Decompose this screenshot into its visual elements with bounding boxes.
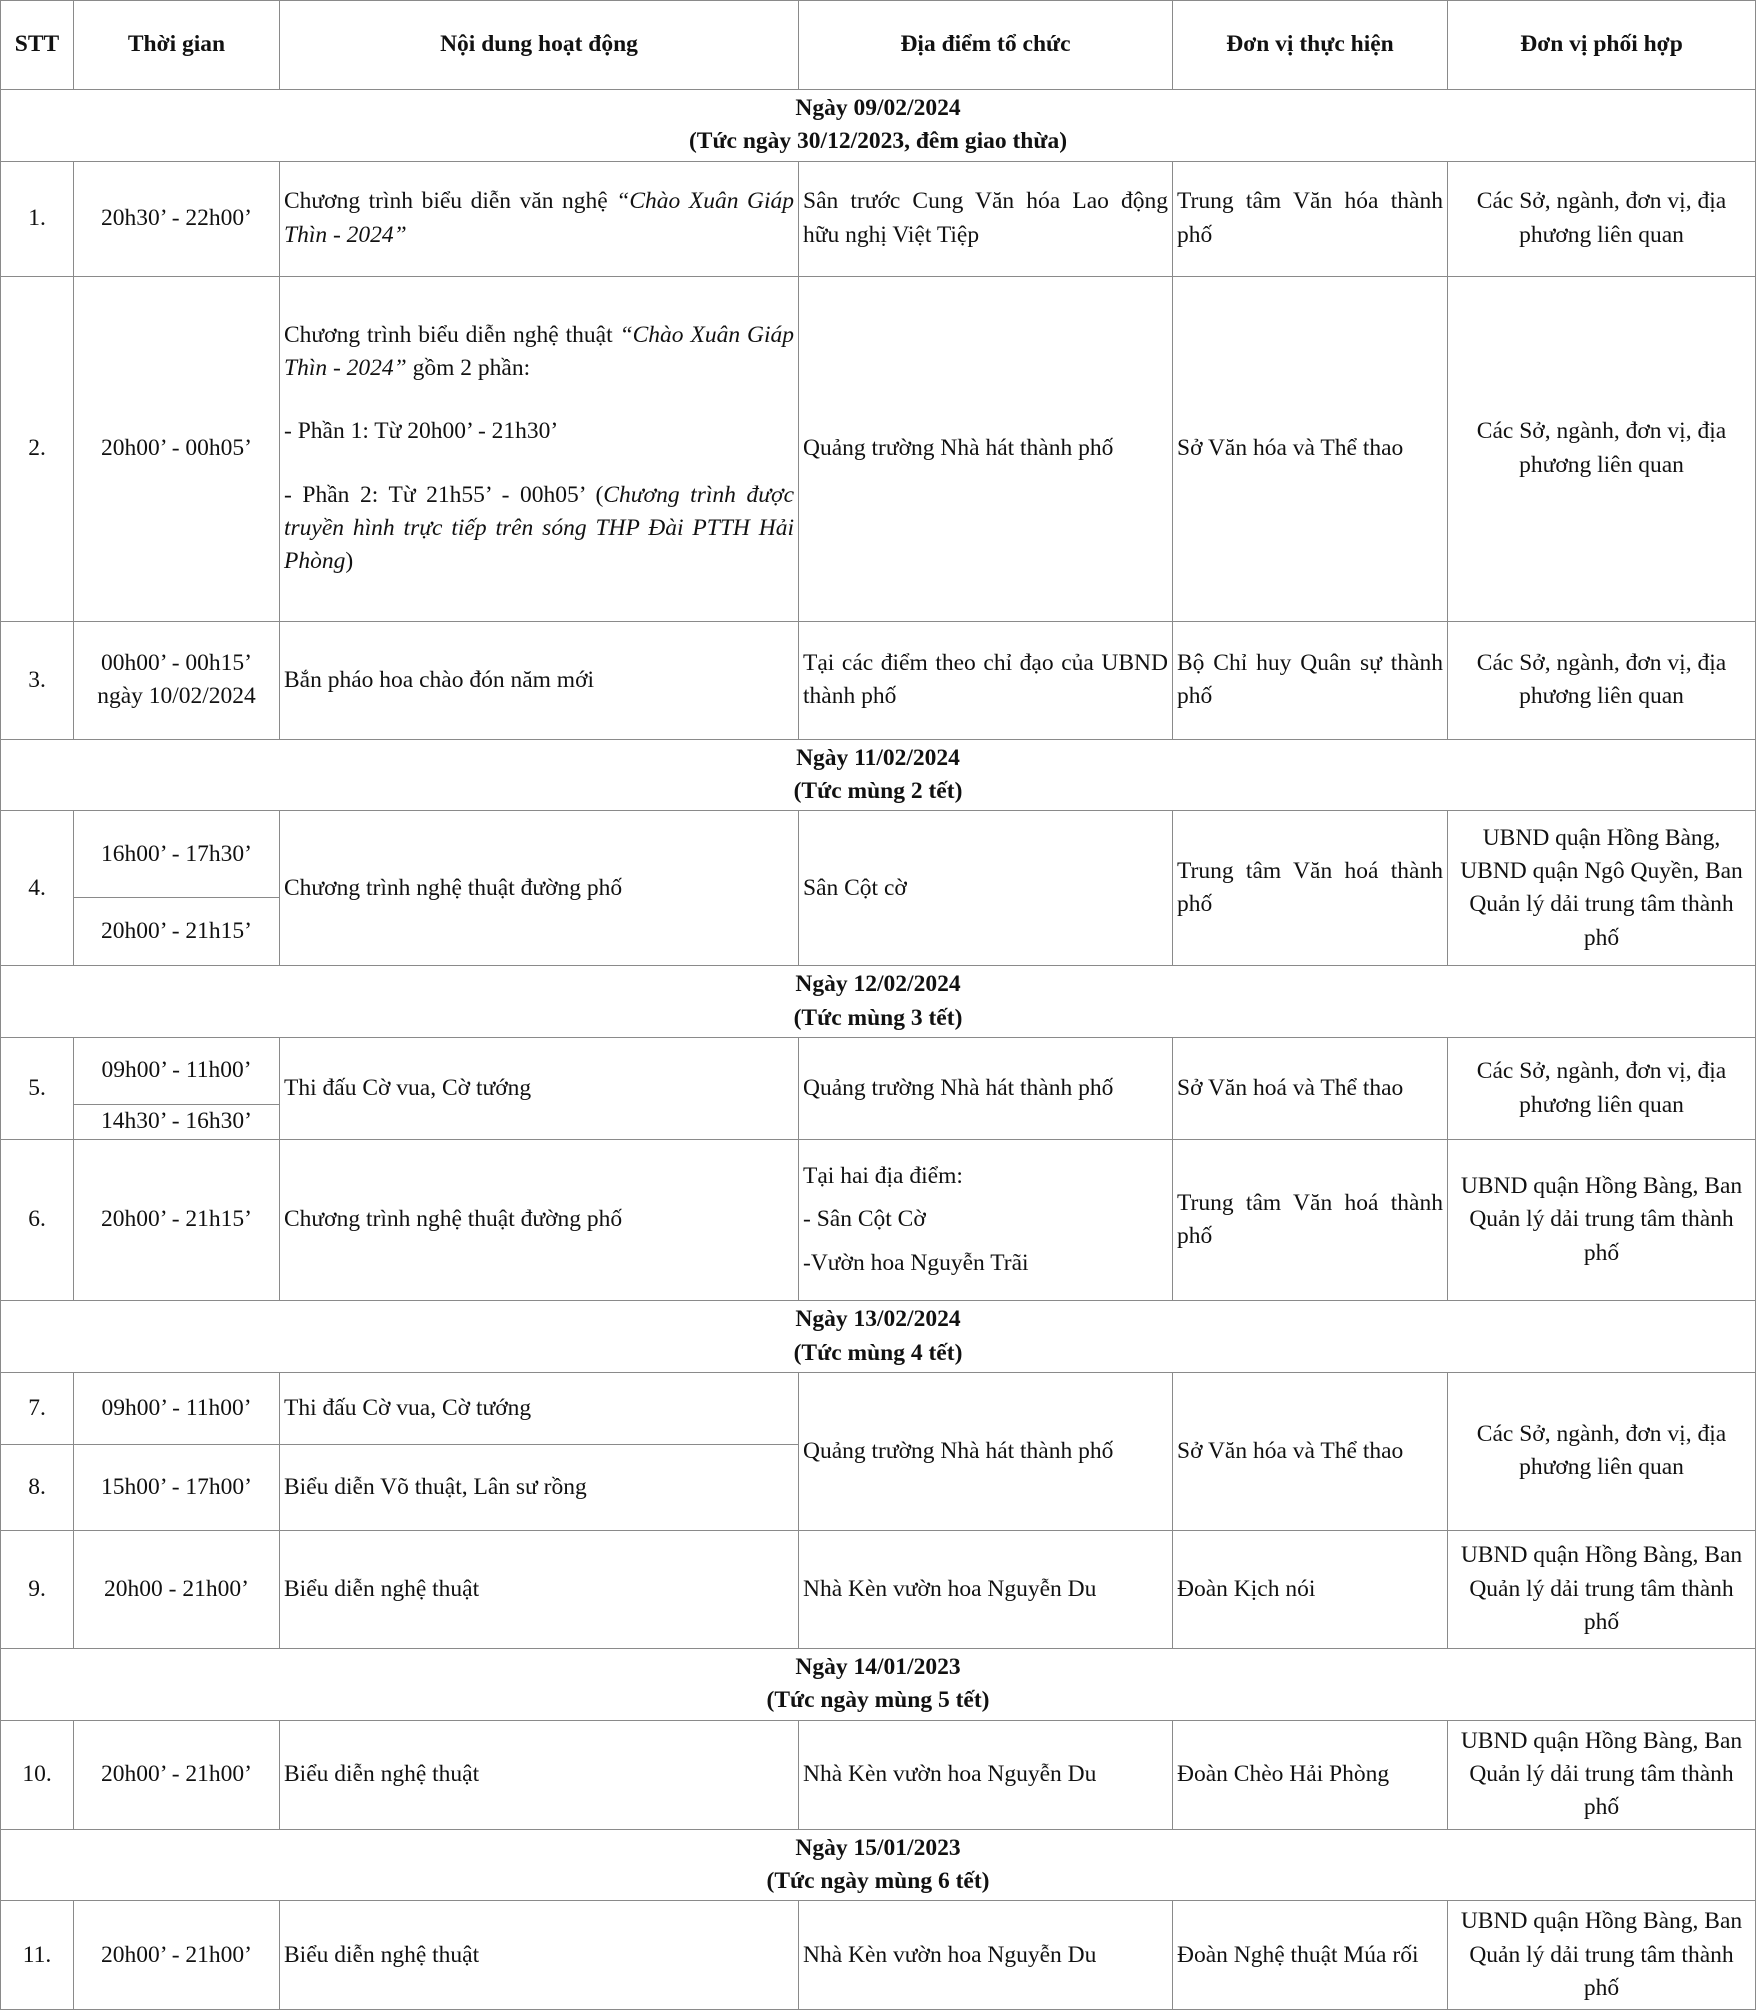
header-time: Thời gian [74, 1, 280, 90]
header-stt: STT [1, 1, 74, 90]
row-stt: 11. [1, 1901, 74, 2010]
row-coord: UBND quận Hồng Bàng, Ban Quản lý dải trung tâm thành phố [1448, 1720, 1756, 1829]
day-note: (Tức ngày 30/12/2023, đêm giao thừa) [688, 128, 1068, 155]
time-range: 00h00’ - 00h15’ [101, 649, 252, 676]
day-note: (Tức mùng 2 tết) [793, 778, 963, 805]
content-text: Chương trình biểu diễn nghệ thuật [284, 321, 620, 348]
day-header-cell [1, 1648, 1756, 1720]
day-note: (Tức mùng 4 tết) [793, 1339, 963, 1366]
row-venue: Quảng trường Nhà hát thành phố [799, 1372, 1173, 1530]
day-note: (Tức ngày mùng 6 tết) [766, 1868, 990, 1895]
venue-line: -Vườn hoa Nguyễn Trãi [803, 1249, 1029, 1276]
header-venue: Địa điểm tổ chức [799, 1, 1173, 90]
time-date: ngày 10/02/2024 [97, 683, 256, 710]
day-header-cell [1, 1829, 1756, 1901]
table-row [1, 276, 1756, 621]
content-part-2 [284, 479, 794, 579]
row-unit: Trung tâm Văn hoá thành phố [1173, 1140, 1448, 1301]
row-time: 20h00’ - 21h15’ [74, 1140, 280, 1301]
row-time: 20h00’ - 21h15’ [74, 898, 280, 966]
day-header-row [1, 739, 1756, 811]
day-header-cell [1, 90, 1756, 162]
table-row [1, 1530, 1756, 1648]
row-stt: 8. [1, 1444, 74, 1530]
row-coord: Các Sở, ngành, đơn vị, địa phương liên quan [1448, 161, 1756, 276]
day-date: Ngày 14/01/2023 [795, 1653, 961, 1680]
row-time: 20h00 - 21h00’ [74, 1530, 280, 1648]
row-time: 20h30’ - 22h00’ [74, 161, 280, 276]
table-row [1, 1038, 1756, 1105]
content-text: ) [345, 548, 354, 575]
table-row [1, 621, 1756, 739]
venue-line: - Sân Cột Cờ [803, 1206, 926, 1233]
day-header-cell [1, 966, 1756, 1038]
row-content: Chương trình nghệ thuật đường phố [280, 1140, 799, 1301]
row-stt: 4. [1, 811, 74, 966]
row-stt: 5. [1, 1038, 74, 1140]
row-unit: Trung tâm Văn hoá thành phố [1173, 811, 1448, 966]
row-content: Biểu diễn nghệ thuật [280, 1720, 799, 1829]
day-date: Ngày 11/02/2024 [796, 744, 960, 771]
day-header-row [1, 1648, 1756, 1720]
row-content [280, 276, 799, 621]
table-row [1, 811, 1756, 898]
day-note: (Tức mùng 3 tết) [793, 1004, 963, 1031]
row-time: 14h30’ - 16h30’ [74, 1105, 280, 1140]
row-content [280, 161, 799, 276]
row-time: 09h00’ - 11h00’ [74, 1372, 280, 1444]
row-venue: Quảng trường Nhà hát thành phố [799, 276, 1173, 621]
row-coord: Các Sở, ngành, đơn vị, địa phương liên quan [1448, 276, 1756, 621]
row-coord: UBND quận Hồng Bàng, Ban Quản lý dải trung tâm thành phố [1448, 1530, 1756, 1648]
header-row [1, 1, 1756, 90]
day-header-row [1, 1829, 1756, 1901]
row-unit: Trung tâm Văn hóa thành phố [1173, 161, 1448, 276]
row-stt: 3. [1, 621, 74, 739]
row-coord: UBND quận Hồng Bàng, UBND quận Ngô Quyền, Ban Quản lý dải trung tâm thành phố [1448, 811, 1756, 966]
content-text: Chương trình biểu diễn văn nghệ [284, 188, 617, 215]
content-title: “Chào Xuân Giáp Thìn - 2024” [284, 321, 794, 381]
row-time: 09h00’ - 11h00’ [74, 1038, 280, 1105]
row-coord: UBND quận Hồng Bàng, Ban Quản lý dải trung tâm thành phố [1448, 1901, 1756, 2010]
row-stt: 7. [1, 1372, 74, 1444]
row-content: Chương trình nghệ thuật đường phố [280, 811, 799, 966]
row-time: 16h00’ - 17h30’ [74, 811, 280, 898]
row-unit: Đoàn Chèo Hải Phòng [1173, 1720, 1448, 1829]
row-venue: Tại các điểm theo chỉ đạo của UBND thành phố [799, 621, 1173, 739]
row-unit: Sở Văn hóa và Thể thao [1173, 276, 1448, 621]
day-header-row [1, 1301, 1756, 1373]
row-stt: 10. [1, 1720, 74, 1829]
row-stt: 1. [1, 161, 74, 276]
row-time: 15h00’ - 17h00’ [74, 1444, 280, 1530]
row-unit: Đoàn Nghệ thuật Múa rối [1173, 1901, 1448, 2010]
row-unit: Sở Văn hóa và Thể thao [1173, 1372, 1448, 1530]
table-row [1, 161, 1756, 276]
row-stt: 9. [1, 1530, 74, 1648]
day-date: Ngày 15/01/2023 [795, 1834, 961, 1861]
row-content: Biểu diễn nghệ thuật [280, 1901, 799, 2010]
row-content: Thi đấu Cờ vua, Cờ tướng [280, 1372, 799, 1444]
header-unit: Đơn vị thực hiện [1173, 1, 1448, 90]
row-content: Bắn pháo hoa chào đón năm mới [280, 621, 799, 739]
day-date: Ngày 12/02/2024 [795, 971, 961, 998]
row-venue: Nhà Kèn vườn hoa Nguyễn Du [799, 1901, 1173, 2010]
row-coord: UBND quận Hồng Bàng, Ban Quản lý dải trung tâm thành phố [1448, 1140, 1756, 1301]
content-note: Chương trình được truyền hình trực tiếp trên sóng THP Đài PTTH Hải Phòng [284, 481, 795, 575]
table-row [1, 1901, 1756, 2010]
day-date: Ngày 13/02/2024 [795, 1306, 961, 1333]
content-text: gồm 2 phần: [406, 355, 531, 381]
row-content: Thi đấu Cờ vua, Cờ tướng [280, 1038, 799, 1140]
row-venue: Sân trước Cung Văn hóa Lao động hữu nghị Việt Tiệp [799, 161, 1173, 276]
header-coord: Đơn vị phối hợp [1448, 1, 1756, 90]
venue-line: Tại hai địa điểm: [803, 1163, 963, 1190]
row-time [74, 621, 280, 739]
day-note: (Tức ngày mùng 5 tết) [766, 1687, 990, 1714]
day-header-cell [1, 739, 1756, 811]
row-time: 20h00’ - 00h05’ [74, 276, 280, 621]
day-header-row [1, 90, 1756, 162]
row-coord: Các Sở, ngành, đơn vị, địa phương liên quan [1448, 621, 1756, 739]
table-row [1, 1140, 1756, 1301]
row-content: Biểu diễn nghệ thuật [280, 1530, 799, 1648]
day-header-cell [1, 1301, 1756, 1373]
header-content: Nội dung hoạt động [280, 1, 799, 90]
content-text: - Phần 2: Từ 21h55’ - 00h05’ ( [284, 481, 604, 508]
content-title: “Chào Xuân Giáp Thìn - 2024” [284, 188, 794, 248]
day-date: Ngày 09/02/2024 [795, 95, 961, 121]
row-venue: Nhà Kèn vườn hoa Nguyễn Du [799, 1530, 1173, 1648]
table-row [1, 1372, 1756, 1444]
row-unit: Sở Văn hoá và Thể thao [1173, 1038, 1448, 1140]
content-intro [284, 319, 794, 386]
row-stt: 2. [1, 276, 74, 621]
table-row [1, 1720, 1756, 1829]
row-venue: Nhà Kèn vườn hoa Nguyễn Du [799, 1720, 1173, 1829]
content-part-1: - Phần 1: Từ 20h00’ - 21h30’ [284, 418, 559, 445]
day-header-row [1, 966, 1756, 1038]
row-venue [799, 1140, 1173, 1301]
row-coord: Các Sở, ngành, đơn vị, địa phương liên quan [1448, 1372, 1756, 1530]
row-unit: Bộ Chỉ huy Quân sự thành phố [1173, 621, 1448, 739]
row-unit: Đoàn Kịch nói [1173, 1530, 1448, 1648]
row-content: Biểu diễn Võ thuật, Lân sư rồng [280, 1444, 799, 1530]
row-stt: 6. [1, 1140, 74, 1301]
row-coord: Các Sở, ngành, đơn vị, địa phương liên quan [1448, 1038, 1756, 1140]
row-venue: Sân Cột cờ [799, 811, 1173, 966]
row-time: 20h00’ - 21h00’ [74, 1720, 280, 1829]
row-time: 20h00’ - 21h00’ [74, 1901, 280, 2010]
row-venue: Quảng trường Nhà hát thành phố [799, 1038, 1173, 1140]
